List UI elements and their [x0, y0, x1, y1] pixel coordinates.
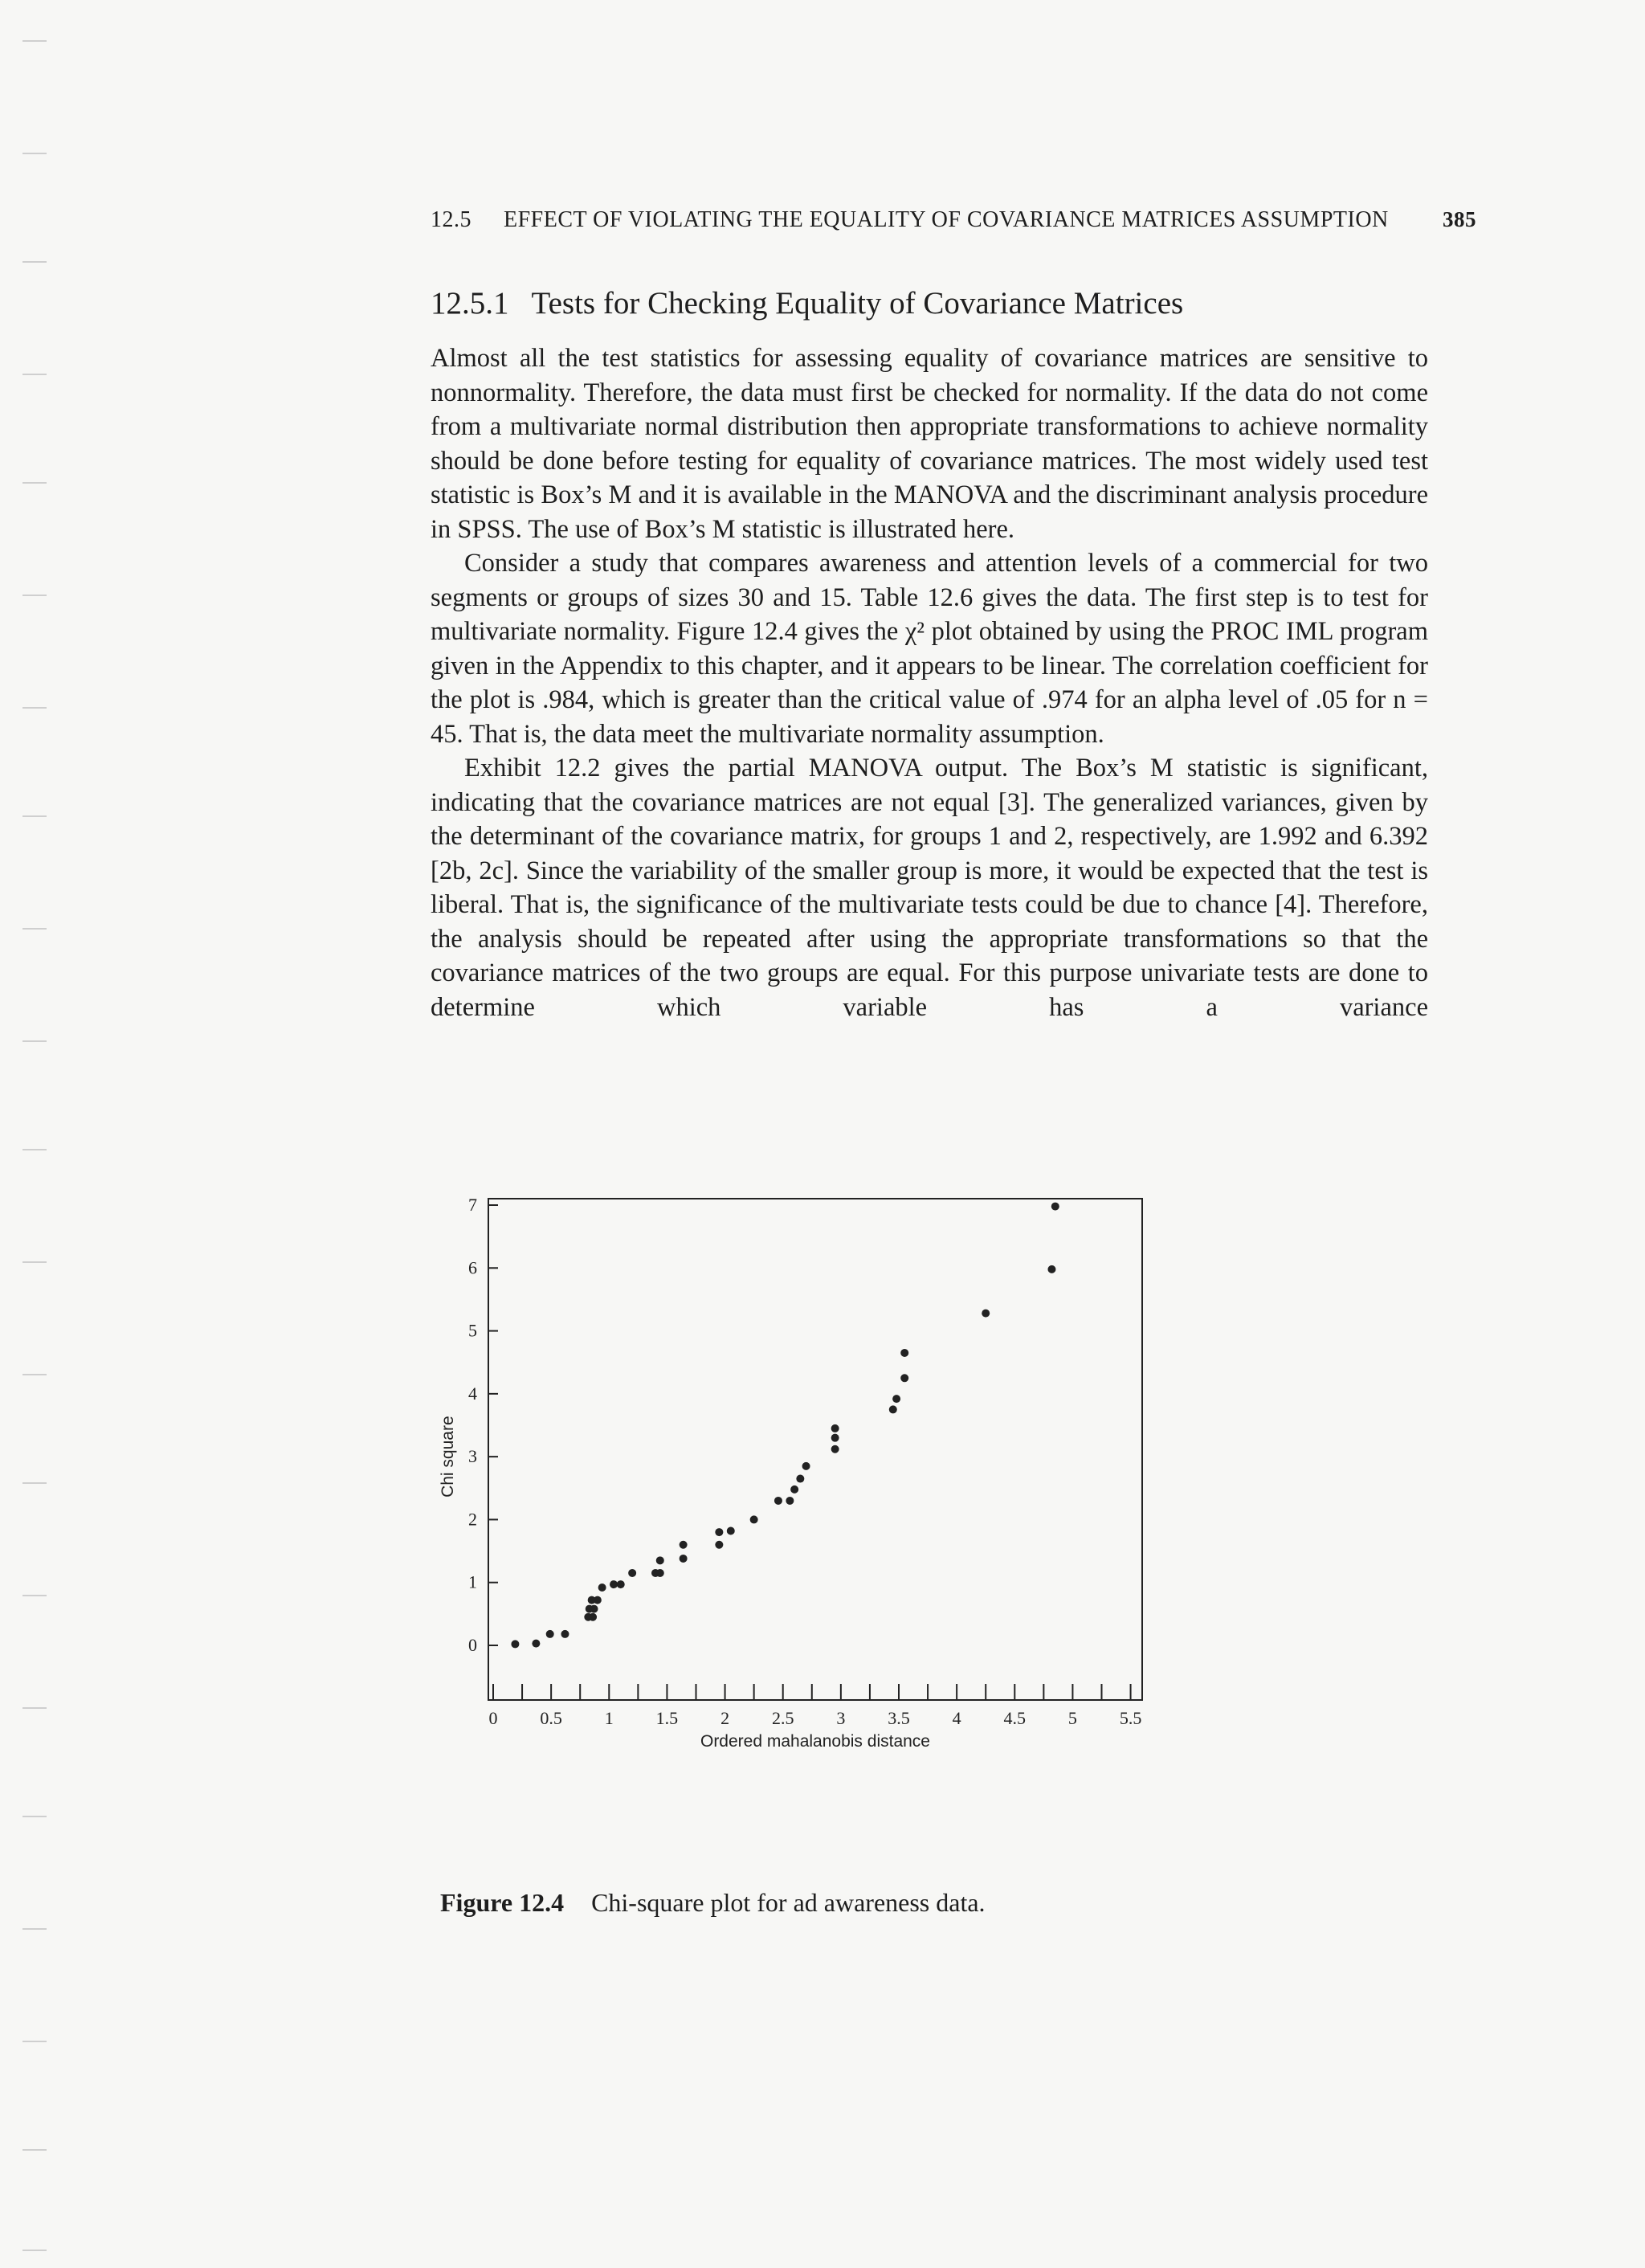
data-point [532, 1640, 540, 1648]
x-tick-label: 2 [720, 1708, 730, 1728]
data-point [680, 1555, 688, 1563]
page-edge-marks [22, 0, 47, 2268]
data-point [656, 1556, 664, 1564]
paragraph-2: Consider a study that compares awareness and attention levels of a commercial for two segments or groups of sizes 30 and 15. Table 12.6 gives the data. The first step is to test for multivariate normality. Figure 12.4 gives the χ² plot obtained by using the PROC IML program given in the Appendix to this chapter, and it appears to be linear. The correlation coefficient for the plot is .984, which is greater than the critical value of .974 for an alpha level of .05 for n = 45. That is, the data meet the multivariate normality assumption. [431, 549, 1428, 749]
figure-caption [440, 1888, 986, 1918]
data-point [715, 1541, 723, 1549]
section-title: Tests for Checking Equality of Covariance Matrices [531, 286, 1184, 321]
y-tick-label: 5 [468, 1320, 477, 1341]
plot-frame [488, 1199, 1142, 1700]
x-tick-label: 3.5 [888, 1708, 910, 1728]
data-point [628, 1569, 636, 1577]
data-point [610, 1580, 618, 1588]
data-point [1047, 1265, 1055, 1273]
data-point [546, 1630, 554, 1638]
running-head-title: EFFECT OF VIOLATING THE EQUALITY OF COVARIANCE MATRICES ASSUMPTION [504, 207, 1389, 232]
section-heading [431, 285, 1183, 321]
x-tick-label: 5 [1067, 1708, 1077, 1728]
data-point [831, 1424, 839, 1432]
data-point [900, 1349, 908, 1357]
figure-caption-text: Chi-square plot for ad awareness data. [591, 1888, 986, 1917]
data-point [900, 1374, 908, 1382]
y-tick-label: 0 [468, 1635, 477, 1655]
data-point [680, 1541, 688, 1549]
data-point [617, 1580, 625, 1588]
data-point [598, 1584, 606, 1592]
figure-label: Figure 12.4 [440, 1888, 565, 1917]
data-point [511, 1640, 519, 1648]
x-tick-label: 1 [604, 1708, 614, 1728]
x-tick-label: 4.5 [1003, 1708, 1027, 1728]
data-point [589, 1613, 597, 1621]
x-tick-label: 0.5 [540, 1708, 562, 1728]
y-axis-label: Chi square [439, 1416, 457, 1498]
data-point [892, 1395, 900, 1403]
x-tick-label: 2.5 [771, 1708, 794, 1728]
y-tick-label: 2 [468, 1509, 477, 1530]
data-point [889, 1405, 897, 1413]
data-point [802, 1462, 810, 1470]
data-point [1051, 1203, 1059, 1211]
x-axis-label: Ordered mahalanobis distance [700, 1732, 931, 1751]
data-point [561, 1630, 569, 1638]
section-number: 12.5.1 [431, 286, 509, 321]
data-point [715, 1528, 723, 1536]
data-point [590, 1605, 598, 1613]
x-tick-label: 3 [836, 1708, 846, 1728]
paragraph-3: Exhibit 12.2 gives the partial MANOVA output. The Box’s M statistic is significant, indicating that the covariance matrices are not equal [3]. The generalized variances, given by the determinant of the covariance matrix, for groups 1 and 2, respectively, are 1.992 and 6.392 [2b, 2c]. Since the variability of the smaller group is more, it would be expected that the test is liberal. That is, the significance of the multivariate tests could be due to chance [4]. Therefore, the analysis should be repeated after using the appropriate transformations so that the covariance matrices of the two groups are equal. For this purpose univariate tests are done to determine which variable has a variance [431, 754, 1428, 1022]
x-tick-label: 5.5 [1119, 1708, 1142, 1728]
running-head-section: 12.5 [431, 207, 471, 232]
data-point [656, 1569, 664, 1577]
running-head [431, 207, 1476, 233]
data-point [786, 1497, 794, 1505]
data-point [727, 1527, 735, 1535]
figure-chi-square-plot [426, 1189, 1181, 1767]
data-point [750, 1515, 758, 1523]
data-point [982, 1310, 990, 1318]
x-tick-label: 4 [952, 1708, 961, 1728]
data-point [790, 1485, 798, 1494]
x-tick-label: 0 [488, 1708, 498, 1728]
data-point [796, 1475, 804, 1483]
y-tick-label: 3 [468, 1446, 477, 1467]
chi-square-scatter-plot [426, 1189, 1181, 1767]
page-number: 385 [1443, 207, 1476, 231]
paragraph-1: Almost all the test statistics for assessing equality of covariance matrices are sensitive to nonnormality. Therefore, the data must first be checked for normality. If the data do not come from a multivariate normal distribution then appropriate transformations to achieve normality should be done before testing for equality of covariance matrices. The most widely used test statistic is Box’s M and it is available in the MANOVA and the discriminant analysis procedure in SPSS. The use of Box’s M statistic is illustrated here. [431, 344, 1428, 544]
data-point [774, 1497, 782, 1505]
data-point [831, 1445, 839, 1453]
y-tick-label: 7 [468, 1195, 477, 1215]
running-head-left [431, 207, 1389, 233]
y-tick-label: 4 [468, 1383, 477, 1404]
body-text [431, 341, 1428, 1024]
x-tick-label: 1.5 [655, 1708, 679, 1728]
data-point [831, 1434, 839, 1442]
data-point [594, 1596, 602, 1604]
y-tick-label: 6 [468, 1257, 477, 1278]
y-tick-label: 1 [468, 1571, 477, 1592]
